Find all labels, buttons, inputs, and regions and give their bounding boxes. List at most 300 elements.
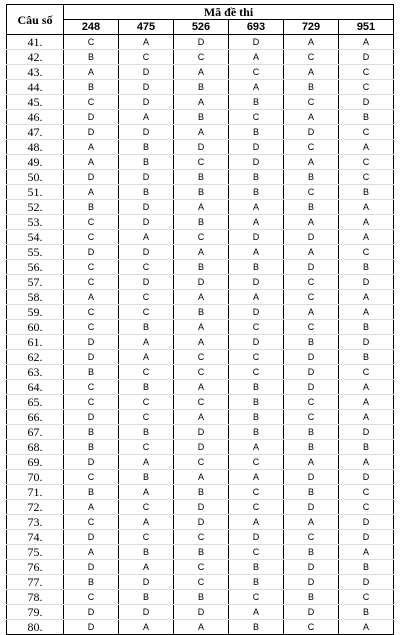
answer-cell: A (174, 290, 229, 305)
answer-cell: B (119, 590, 174, 605)
answer-cell: C (119, 305, 174, 320)
answer-cell: C (119, 410, 174, 425)
question-number: 47. (7, 125, 64, 140)
answer-cell: B (284, 440, 339, 455)
table-row (7, 335, 394, 350)
answer-cell: C (64, 515, 119, 530)
answer-cell: D (339, 530, 394, 545)
answer-cell: A (284, 305, 339, 320)
answer-cell: C (229, 455, 284, 470)
answer-cell: C (339, 590, 394, 605)
answer-cell: A (174, 95, 229, 110)
table-row (7, 530, 394, 545)
answer-cell: C (64, 395, 119, 410)
answer-cell: C (229, 65, 284, 80)
answer-cell: C (284, 290, 339, 305)
answer-cell: C (284, 620, 339, 635)
answer-cell: B (174, 260, 229, 275)
answer-cell: B (339, 260, 394, 275)
answer-cell: C (339, 65, 394, 80)
answer-cell: A (284, 515, 339, 530)
answer-cell: D (339, 95, 394, 110)
answer-cell: C (64, 470, 119, 485)
answer-cell: A (229, 245, 284, 260)
answer-cell: D (64, 605, 119, 620)
answer-cell: C (174, 455, 229, 470)
answer-cell: A (119, 35, 174, 50)
answer-cell: A (229, 605, 284, 620)
table-row (7, 590, 394, 605)
answer-cell: A (64, 140, 119, 155)
answer-cell: D (64, 560, 119, 575)
answer-cell: A (339, 410, 394, 425)
answer-cell: C (284, 95, 339, 110)
answer-cell: C (119, 50, 174, 65)
answer-cell: D (174, 515, 229, 530)
answer-cell: D (229, 230, 284, 245)
table-row (7, 260, 394, 275)
table-row (7, 350, 394, 365)
answer-cell: A (119, 560, 174, 575)
answer-cell: D (229, 275, 284, 290)
question-number: 54. (7, 230, 64, 245)
answer-cell: B (284, 425, 339, 440)
answer-cell: B (119, 320, 174, 335)
question-number: 68. (7, 440, 64, 455)
table-row (7, 470, 394, 485)
answer-cell: A (174, 125, 229, 140)
answer-cell: C (339, 365, 394, 380)
question-number: 44. (7, 80, 64, 95)
answer-cell: C (174, 350, 229, 365)
answer-cell: D (174, 440, 229, 455)
question-number: 48. (7, 140, 64, 155)
question-number: 50. (7, 170, 64, 185)
question-number: 65. (7, 395, 64, 410)
answer-cell: A (119, 335, 174, 350)
answer-cell: C (229, 320, 284, 335)
exam-code-248: 248 (64, 20, 119, 35)
answer-cell: A (64, 290, 119, 305)
question-number: 49. (7, 155, 64, 170)
answer-cell: A (64, 545, 119, 560)
answer-cell: A (339, 305, 394, 320)
answer-cell: B (64, 365, 119, 380)
answer-cell: C (64, 305, 119, 320)
answer-cell: D (119, 65, 174, 80)
question-number: 76. (7, 560, 64, 575)
answer-cell: C (284, 395, 339, 410)
answer-cell: A (229, 80, 284, 95)
answer-cell: D (284, 125, 339, 140)
table-row (7, 155, 394, 170)
answer-cell: C (174, 395, 229, 410)
answer-cell: B (339, 185, 394, 200)
answer-cell: D (119, 605, 174, 620)
answer-cell: B (174, 215, 229, 230)
answer-cell: B (64, 200, 119, 215)
answer-cell: D (284, 560, 339, 575)
answer-cell: C (284, 275, 339, 290)
answer-cell: B (174, 185, 229, 200)
answer-cell: C (174, 365, 229, 380)
answer-cell: B (119, 425, 174, 440)
answer-cell: B (174, 305, 229, 320)
question-number: 62. (7, 350, 64, 365)
answer-cell: D (339, 575, 394, 590)
answer-cell: D (119, 575, 174, 590)
answer-cell: A (64, 155, 119, 170)
answer-cell: C (174, 50, 229, 65)
answer-cell: C (229, 365, 284, 380)
table-row (7, 35, 394, 50)
answer-cell: D (119, 125, 174, 140)
answer-cell: B (229, 125, 284, 140)
answer-cell: D (174, 605, 229, 620)
answer-cell: D (284, 605, 339, 620)
table-row (7, 515, 394, 530)
answer-cell: A (339, 290, 394, 305)
question-number: 59. (7, 305, 64, 320)
answer-cell: B (119, 545, 174, 560)
question-number: 42. (7, 50, 64, 65)
answer-cell: A (339, 455, 394, 470)
answer-cell: B (284, 200, 339, 215)
answer-cell: A (119, 485, 174, 500)
answer-cell: B (339, 110, 394, 125)
answer-cell: D (229, 155, 284, 170)
question-number: 61. (7, 335, 64, 350)
answer-cell: C (119, 260, 174, 275)
answer-cell: D (119, 215, 174, 230)
answer-cell: B (229, 260, 284, 275)
table-row (7, 605, 394, 620)
answer-cell: B (229, 410, 284, 425)
question-number: 51. (7, 185, 64, 200)
answer-cell: C (339, 485, 394, 500)
answer-cell: A (339, 35, 394, 50)
answer-cell: C (339, 500, 394, 515)
table-row (7, 380, 394, 395)
table-row (7, 185, 394, 200)
answer-cell: B (339, 440, 394, 455)
answer-cell: B (284, 170, 339, 185)
answer-cell: C (284, 140, 339, 155)
question-number: 60. (7, 320, 64, 335)
answer-cell: C (64, 320, 119, 335)
answer-cell: D (119, 80, 174, 95)
answer-cell: B (284, 80, 339, 95)
answer-cell: D (174, 35, 229, 50)
answer-cell: A (174, 380, 229, 395)
answer-cell: D (339, 50, 394, 65)
answer-cell: A (229, 470, 284, 485)
answer-cell: A (284, 455, 339, 470)
answer-cell: B (119, 185, 174, 200)
question-number: 79. (7, 605, 64, 620)
question-number: 52. (7, 200, 64, 215)
answer-cell: D (229, 140, 284, 155)
answer-cell: C (119, 440, 174, 455)
answer-cell: A (284, 215, 339, 230)
answer-cell: A (174, 245, 229, 260)
answer-cell: C (64, 590, 119, 605)
answer-cell: A (119, 455, 174, 470)
answer-cell: D (64, 245, 119, 260)
answer-cell: C (229, 545, 284, 560)
answer-cell: C (174, 530, 229, 545)
answer-cell: C (174, 230, 229, 245)
answer-cell: A (174, 410, 229, 425)
table-row (7, 80, 394, 95)
answer-cell: D (284, 365, 339, 380)
table-row (7, 50, 394, 65)
answer-cell: D (119, 170, 174, 185)
answer-cell: A (119, 230, 174, 245)
answer-cell: B (229, 575, 284, 590)
answer-cell: D (174, 140, 229, 155)
answer-cell: B (64, 485, 119, 500)
table-row (7, 290, 394, 305)
answer-cell: A (229, 440, 284, 455)
answer-cell: C (229, 110, 284, 125)
answer-cell: D (284, 470, 339, 485)
answer-cell: B (64, 425, 119, 440)
answer-cell: C (174, 575, 229, 590)
answer-cell: D (64, 350, 119, 365)
question-number: 74. (7, 530, 64, 545)
answer-cell: C (174, 155, 229, 170)
answer-cell: C (229, 590, 284, 605)
table-row (7, 440, 394, 455)
answer-cell: B (174, 80, 229, 95)
answer-cell: C (174, 560, 229, 575)
answer-cell: C (229, 485, 284, 500)
answer-cell: A (339, 395, 394, 410)
question-number: 57. (7, 275, 64, 290)
table-row (7, 365, 394, 380)
answer-cell: D (64, 110, 119, 125)
answer-cell: B (284, 545, 339, 560)
question-number: 56. (7, 260, 64, 275)
answer-cell: B (119, 380, 174, 395)
answer-cell: D (64, 410, 119, 425)
table-row (7, 275, 394, 290)
table-row (7, 245, 394, 260)
question-number: 73. (7, 515, 64, 530)
question-number: 80. (7, 620, 64, 635)
answer-cell: C (339, 170, 394, 185)
answer-cell: D (339, 470, 394, 485)
table-row (7, 95, 394, 110)
answer-cell: B (229, 380, 284, 395)
answer-rows (7, 35, 394, 635)
answer-cell: A (174, 320, 229, 335)
answer-cell: B (64, 575, 119, 590)
answer-cell: D (64, 125, 119, 140)
answer-cell: A (339, 200, 394, 215)
table-row (7, 485, 394, 500)
table-row (7, 410, 394, 425)
answer-cell: A (119, 620, 174, 635)
table-row (7, 305, 394, 320)
question-number: 43. (7, 65, 64, 80)
answer-cell: D (284, 500, 339, 515)
table-row (7, 395, 394, 410)
answer-cell: D (284, 350, 339, 365)
question-number: 67. (7, 425, 64, 440)
answer-cell: C (339, 245, 394, 260)
answer-key-table (6, 4, 394, 635)
answer-cell: B (229, 185, 284, 200)
question-number: 70. (7, 470, 64, 485)
exam-code-526: 526 (174, 20, 229, 35)
question-number: 58. (7, 290, 64, 305)
exam-code-729: 729 (284, 20, 339, 35)
answer-cell: B (119, 155, 174, 170)
question-number: 63. (7, 365, 64, 380)
answer-cell: D (119, 275, 174, 290)
answer-cell: B (174, 590, 229, 605)
answer-cell: B (64, 80, 119, 95)
table-row (7, 215, 394, 230)
answer-cell: D (229, 35, 284, 50)
answer-cell: D (64, 455, 119, 470)
question-number: 78. (7, 590, 64, 605)
answer-cell: C (64, 230, 119, 245)
question-number: 53. (7, 215, 64, 230)
answer-cell: A (174, 620, 229, 635)
answer-cell: B (64, 440, 119, 455)
table-row (7, 170, 394, 185)
answer-cell: D (119, 95, 174, 110)
answer-cell: A (339, 545, 394, 560)
answer-cell: A (339, 380, 394, 395)
answer-cell: C (64, 260, 119, 275)
answer-cell: D (339, 515, 394, 530)
exam-code-951: 951 (339, 20, 394, 35)
answer-cell: A (174, 200, 229, 215)
question-number: 72. (7, 500, 64, 515)
table-row (7, 65, 394, 80)
answer-cell: D (284, 260, 339, 275)
answer-cell: B (174, 545, 229, 560)
answer-cell: C (284, 530, 339, 545)
table-row (7, 200, 394, 215)
answer-cell: C (119, 290, 174, 305)
table-row (7, 125, 394, 140)
answer-cell: D (339, 275, 394, 290)
answer-cell: D (174, 500, 229, 515)
answer-cell: D (229, 335, 284, 350)
answer-cell: D (119, 245, 174, 260)
question-number: 45. (7, 95, 64, 110)
answer-cell: A (229, 290, 284, 305)
answer-cell: C (339, 80, 394, 95)
answer-cell: A (284, 110, 339, 125)
answer-cell: C (284, 320, 339, 335)
question-number: 71. (7, 485, 64, 500)
answer-cell: B (229, 425, 284, 440)
answer-cell: A (229, 515, 284, 530)
answer-cell: D (229, 305, 284, 320)
answer-cell: A (339, 140, 394, 155)
answer-cell: A (174, 65, 229, 80)
answer-cell: C (64, 95, 119, 110)
exam-code-475: 475 (119, 20, 174, 35)
answer-cell: D (229, 530, 284, 545)
answer-cell: A (284, 35, 339, 50)
answer-cell: B (284, 590, 339, 605)
answer-cell: C (64, 380, 119, 395)
table-row (7, 140, 394, 155)
answer-cell: C (119, 530, 174, 545)
answer-cell: B (339, 350, 394, 365)
table-row (7, 545, 394, 560)
table-row (7, 455, 394, 470)
exam-code-header: Mã đề thi (64, 5, 394, 20)
answer-cell: B (339, 320, 394, 335)
answer-cell: A (229, 200, 284, 215)
table-row (7, 425, 394, 440)
answer-cell: B (339, 605, 394, 620)
answer-cell: C (229, 500, 284, 515)
answer-cell: A (64, 185, 119, 200)
answer-cell: C (64, 275, 119, 290)
question-number: 64. (7, 380, 64, 395)
answer-cell: B (229, 560, 284, 575)
answer-cell: D (119, 200, 174, 215)
answer-cell: C (339, 125, 394, 140)
question-number: 66. (7, 410, 64, 425)
question-number: 69. (7, 455, 64, 470)
answer-cell: A (284, 65, 339, 80)
answer-cell: B (229, 170, 284, 185)
answer-cell: D (339, 425, 394, 440)
answer-cell: B (284, 335, 339, 350)
answer-cell: A (229, 215, 284, 230)
answer-cell: A (119, 110, 174, 125)
answer-cell: C (284, 410, 339, 425)
question-number: 55. (7, 245, 64, 260)
answer-cell: D (64, 530, 119, 545)
answer-cell: A (119, 515, 174, 530)
answer-cell: C (119, 365, 174, 380)
answer-cell: A (284, 245, 339, 260)
table-row (7, 500, 394, 515)
answer-cell: D (64, 620, 119, 635)
answer-cell: B (174, 485, 229, 500)
answer-cell: C (119, 395, 174, 410)
answer-cell: A (174, 470, 229, 485)
answer-cell: C (64, 215, 119, 230)
table-row (7, 560, 394, 575)
answer-cell: C (284, 185, 339, 200)
question-number: 75. (7, 545, 64, 560)
answer-cell: D (339, 335, 394, 350)
answer-cell: C (229, 350, 284, 365)
answer-cell: B (119, 140, 174, 155)
answer-cell: C (119, 500, 174, 515)
answer-cell: C (64, 35, 119, 50)
answer-cell: D (284, 230, 339, 245)
question-number: 77. (7, 575, 64, 590)
answer-cell: A (339, 620, 394, 635)
answer-cell: D (284, 380, 339, 395)
question-number-header: Câu số (7, 5, 64, 35)
answer-cell: B (229, 620, 284, 635)
answer-cell: A (119, 350, 174, 365)
